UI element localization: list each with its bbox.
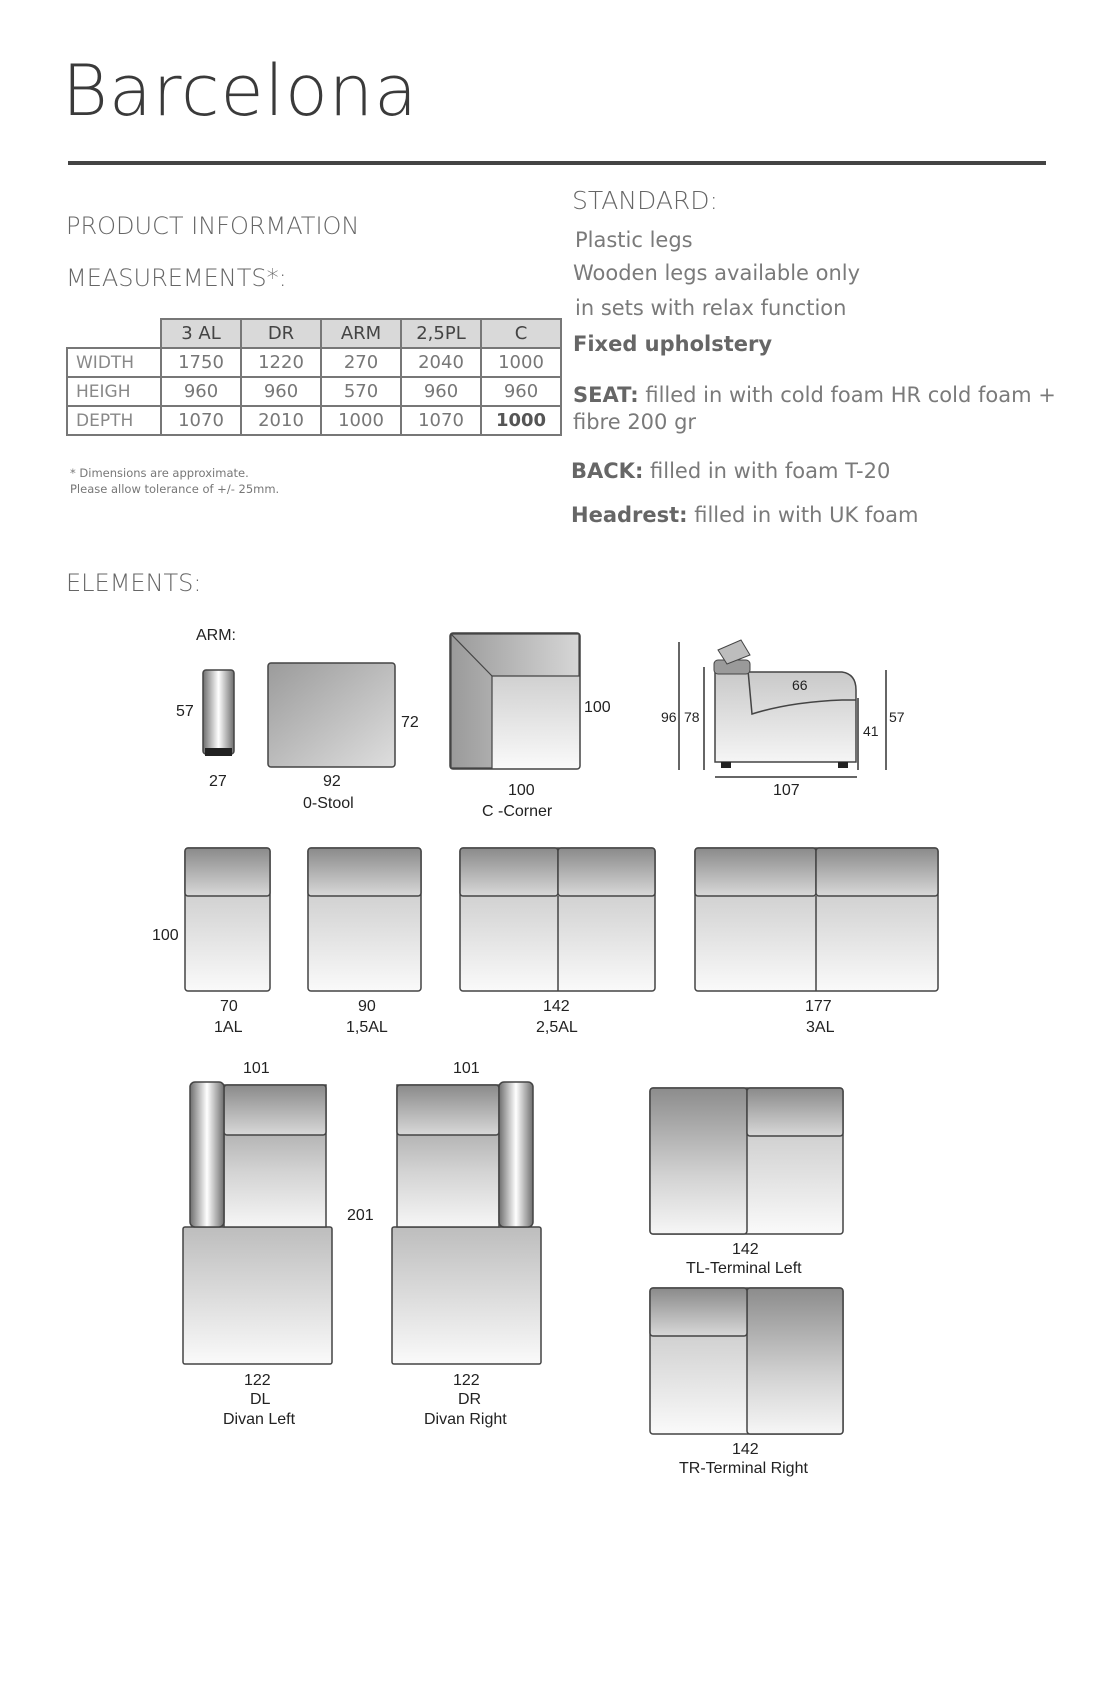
headrest-label: Headrest: <box>571 503 688 527</box>
side-body <box>715 672 856 762</box>
standard-item: Plastic legs <box>575 228 693 252</box>
al25-name-label: 2,5AL <box>536 1019 578 1036</box>
arm-width-label: 27 <box>209 773 227 790</box>
table-cell: 1070 <box>161 406 241 435</box>
table-cell: 570 <box>321 377 401 406</box>
table-cell: 2040 <box>401 348 481 377</box>
table-cell: 960 <box>161 377 241 406</box>
tr-name-label: TR-Terminal Right <box>679 1460 808 1477</box>
note-line: * Dimensions are approximate. <box>70 466 249 480</box>
row-label: HEIGH <box>67 377 161 406</box>
side-78-label: 78 <box>684 709 700 725</box>
table-cell: 960 <box>401 377 481 406</box>
arm-height-label: 57 <box>176 703 194 720</box>
back-label: BACK: <box>571 459 644 483</box>
table-cell: 1220 <box>241 348 321 377</box>
row-1al <box>152 848 270 1036</box>
side-view-element <box>661 640 905 799</box>
stool-width-label: 92 <box>323 773 341 790</box>
table-cell: 960 <box>241 377 321 406</box>
stool-height-label: 72 <box>401 714 419 731</box>
side-57-label: 57 <box>889 709 905 725</box>
stool-element <box>268 663 419 812</box>
dl-top-label: 101 <box>243 1060 270 1077</box>
dr-name-label: Divan Right <box>424 1411 507 1428</box>
table-cell: 1750 <box>161 348 241 377</box>
tl-name-label: TL-Terminal Left <box>686 1260 802 1277</box>
dl-width-label: 122 <box>244 1372 271 1389</box>
column-header: ARM <box>321 319 401 348</box>
divan-height-label: 201 <box>347 1207 374 1224</box>
side-96-label: 96 <box>661 709 677 725</box>
corner-name-label: C -Corner <box>482 803 553 820</box>
dr-top-label: 101 <box>453 1060 480 1077</box>
seat-text: filled in with cold foam HR cold foam + <box>638 383 1056 407</box>
standard-heading: STANDARD: <box>572 186 718 215</box>
terminal-right-element <box>650 1288 843 1477</box>
seat-spec-cont: fibre 200 gr <box>573 410 697 434</box>
tr-width-label: 142 <box>732 1441 759 1458</box>
seat-label: SEAT: <box>573 383 639 407</box>
elements-heading: ELEMENTS: <box>66 569 202 597</box>
headrest-text: filled in with UK foam <box>687 503 919 527</box>
al3-name-label: 3AL <box>806 1019 835 1036</box>
standard-item: in sets with relax function <box>575 296 847 320</box>
table-cell: 1000 <box>321 406 401 435</box>
table-cell: 1000 <box>481 348 561 377</box>
stool-shape <box>268 663 395 767</box>
dl-name-label: Divan Left <box>223 1411 296 1428</box>
corner-height-label: 100 <box>584 699 611 716</box>
side-41-label: 41 <box>863 723 879 739</box>
row2-height-label: 100 <box>152 927 179 944</box>
column-header: 3 AL <box>161 319 241 348</box>
column-header: DR <box>241 319 321 348</box>
side-66-label: 66 <box>792 677 808 693</box>
tl-width-label: 142 <box>732 1241 759 1258</box>
note-line: Please allow tolerance of +/- 25mm. <box>70 482 280 496</box>
divan-left-element <box>183 1060 332 1428</box>
row-15al <box>308 848 421 1036</box>
row-label: WIDTH <box>67 348 161 377</box>
al15-name-label: 1,5AL <box>346 1019 388 1036</box>
back-text: filled in with foam T-20 <box>643 459 891 483</box>
row-label: DEPTH <box>67 406 161 435</box>
dr-width-label: 122 <box>453 1372 480 1389</box>
page-title: Barcelona <box>62 50 419 132</box>
arm-element <box>176 627 236 790</box>
terminal-left-element <box>650 1088 843 1277</box>
stool-name-label: 0-Stool <box>303 795 354 812</box>
al3-width-label: 177 <box>805 998 832 1015</box>
table-cell: 270 <box>321 348 401 377</box>
arm-shape <box>203 670 234 754</box>
standard-item: Fixed upholstery <box>573 332 773 356</box>
product-information-heading: PRODUCT INFORMATION <box>66 212 360 240</box>
table-cell: 1070 <box>401 406 481 435</box>
column-header: 2,5PL <box>401 319 481 348</box>
table-cell: 2010 <box>241 406 321 435</box>
corner-element <box>450 633 611 820</box>
divan-right-element <box>392 1060 541 1428</box>
standard-item: Wooden legs available only <box>573 261 861 285</box>
al1-name-label: 1AL <box>214 1019 243 1036</box>
table-cell: 960 <box>481 377 561 406</box>
row-25al <box>460 848 655 1036</box>
al25-width-label: 142 <box>543 998 570 1015</box>
column-header: C <box>481 319 561 348</box>
al1-width-label: 70 <box>220 998 238 1015</box>
dl-code-label: DL <box>250 1391 271 1408</box>
row-3al <box>695 848 938 1036</box>
arm-title: ARM: <box>196 627 236 644</box>
dr-code-label: DR <box>458 1391 482 1408</box>
measurements-heading: MEASUREMENTS*: <box>66 264 287 292</box>
corner-width-label: 100 <box>508 782 535 799</box>
arm-base <box>205 748 232 756</box>
al15-width-label: 90 <box>358 998 376 1015</box>
table-cell: 1000 <box>481 406 561 435</box>
side-107-label: 107 <box>773 782 800 799</box>
